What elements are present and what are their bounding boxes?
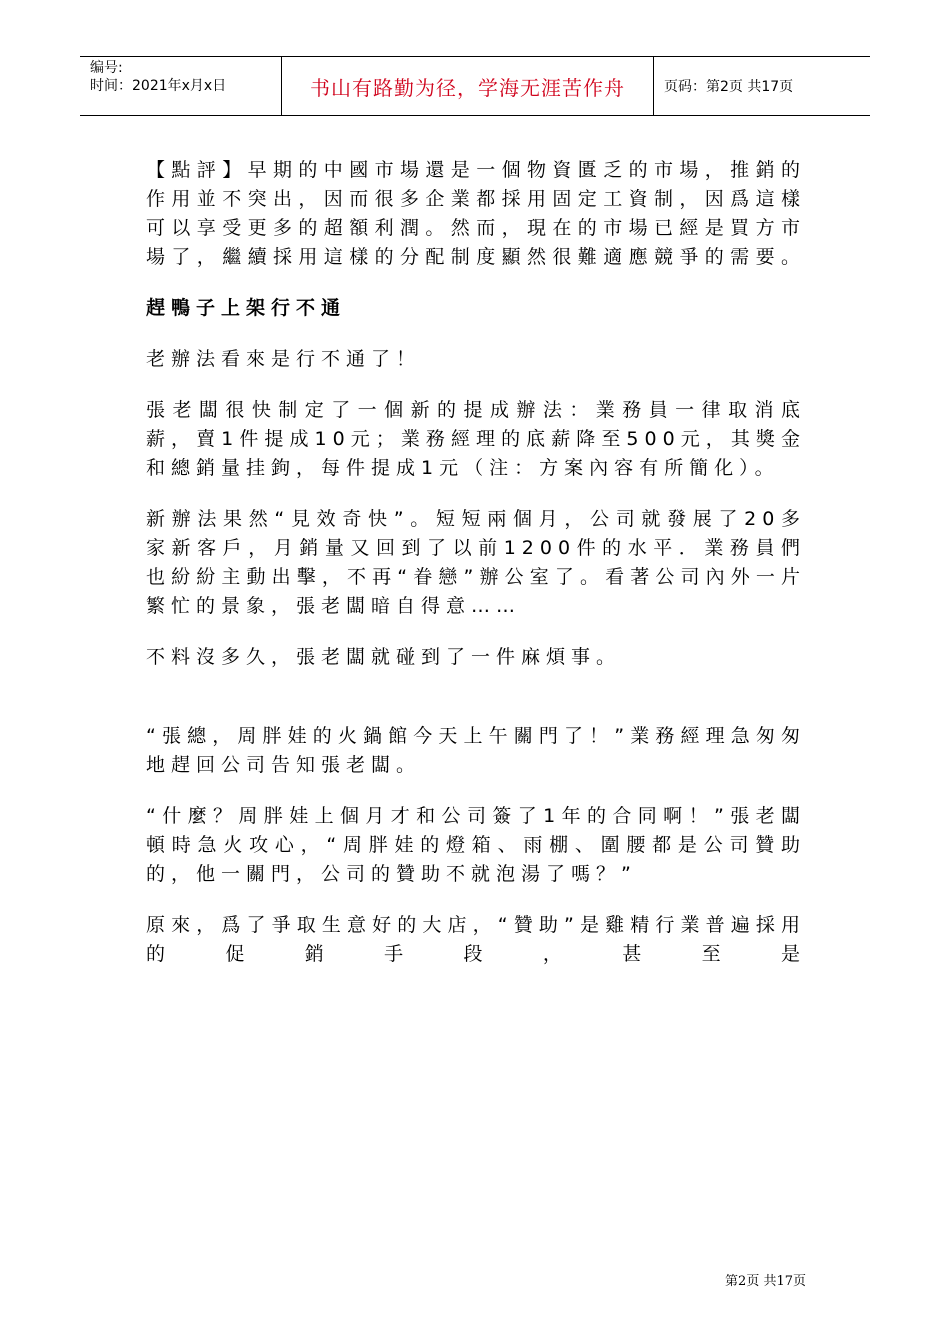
number-label: 编号: [90,60,123,76]
spacer [146,694,806,722]
paragraph: 原來，爲了爭取生意好的大店，“贊助”是雞精行業普遍採用的促銷手段，甚至是 [146,914,806,965]
paragraph: 不料沒多久，張老闆就碰到了一件麻煩事。 [146,646,622,668]
header-page-cell [654,57,870,115]
time-label: 时间：2021年x月x日 [90,78,227,94]
header-motto: 书山有路勤为径，学海无涯苦作舟 [310,75,625,100]
paragraph-commentary: 【點評】早期的中國市場還是一個物資匱乏的市場，推銷的作用並不突出，因而很多企業都採用固定工資制，因爲這樣可以享受更多的超額利潤。然而，現在的市場已經是買方市場了，繼續採用這樣的分配制度顯然很難適應競爭的需要。 [146,159,806,268]
paragraph: 老辦法看來是行不通了！ [146,348,422,370]
header-meta [80,57,282,115]
paragraph: 張老闆很快制定了一個新的提成辦法：業務員一律取消底薪，賣1件提成10元；業務經理的底薪降至500元，其獎金和總銷量挂鉤，每件提成1元（注：方案內容有所簡化）。 [146,399,806,479]
page-code: 页码：第2页 共17页 [664,79,794,95]
paragraph: “張總，周胖娃的火鍋館今天上午關門了！”業務經理急匆匆地趕回公司告知張老闆。 [146,725,806,776]
document-body [146,156,806,991]
document-header [80,56,870,116]
page-footer: 第2页 共17页 [725,1274,806,1289]
section-heading: 趕鴨子上架行不通 [146,297,347,319]
paragraph: “什麼？周胖娃上個月才和公司簽了1年的合同啊！”張老闆頓時急火攻心，“周胖娃的燈箱、雨棚、圍腰都是公司贊助的，他一關門，公司的贊助不就泡湯了嗎？” [146,805,806,885]
paragraph: 新辦法果然“見效奇快”。短短兩個月，公司就發展了20多家新客戶，月銷量又回到了以前1200件的水平．業務員們也紛紛主動出擊，不再“眷戀”辦公室了。看著公司內外一片繁忙的景象，張老闆暗自得意…… [146,508,806,617]
header-motto-cell [282,57,654,115]
